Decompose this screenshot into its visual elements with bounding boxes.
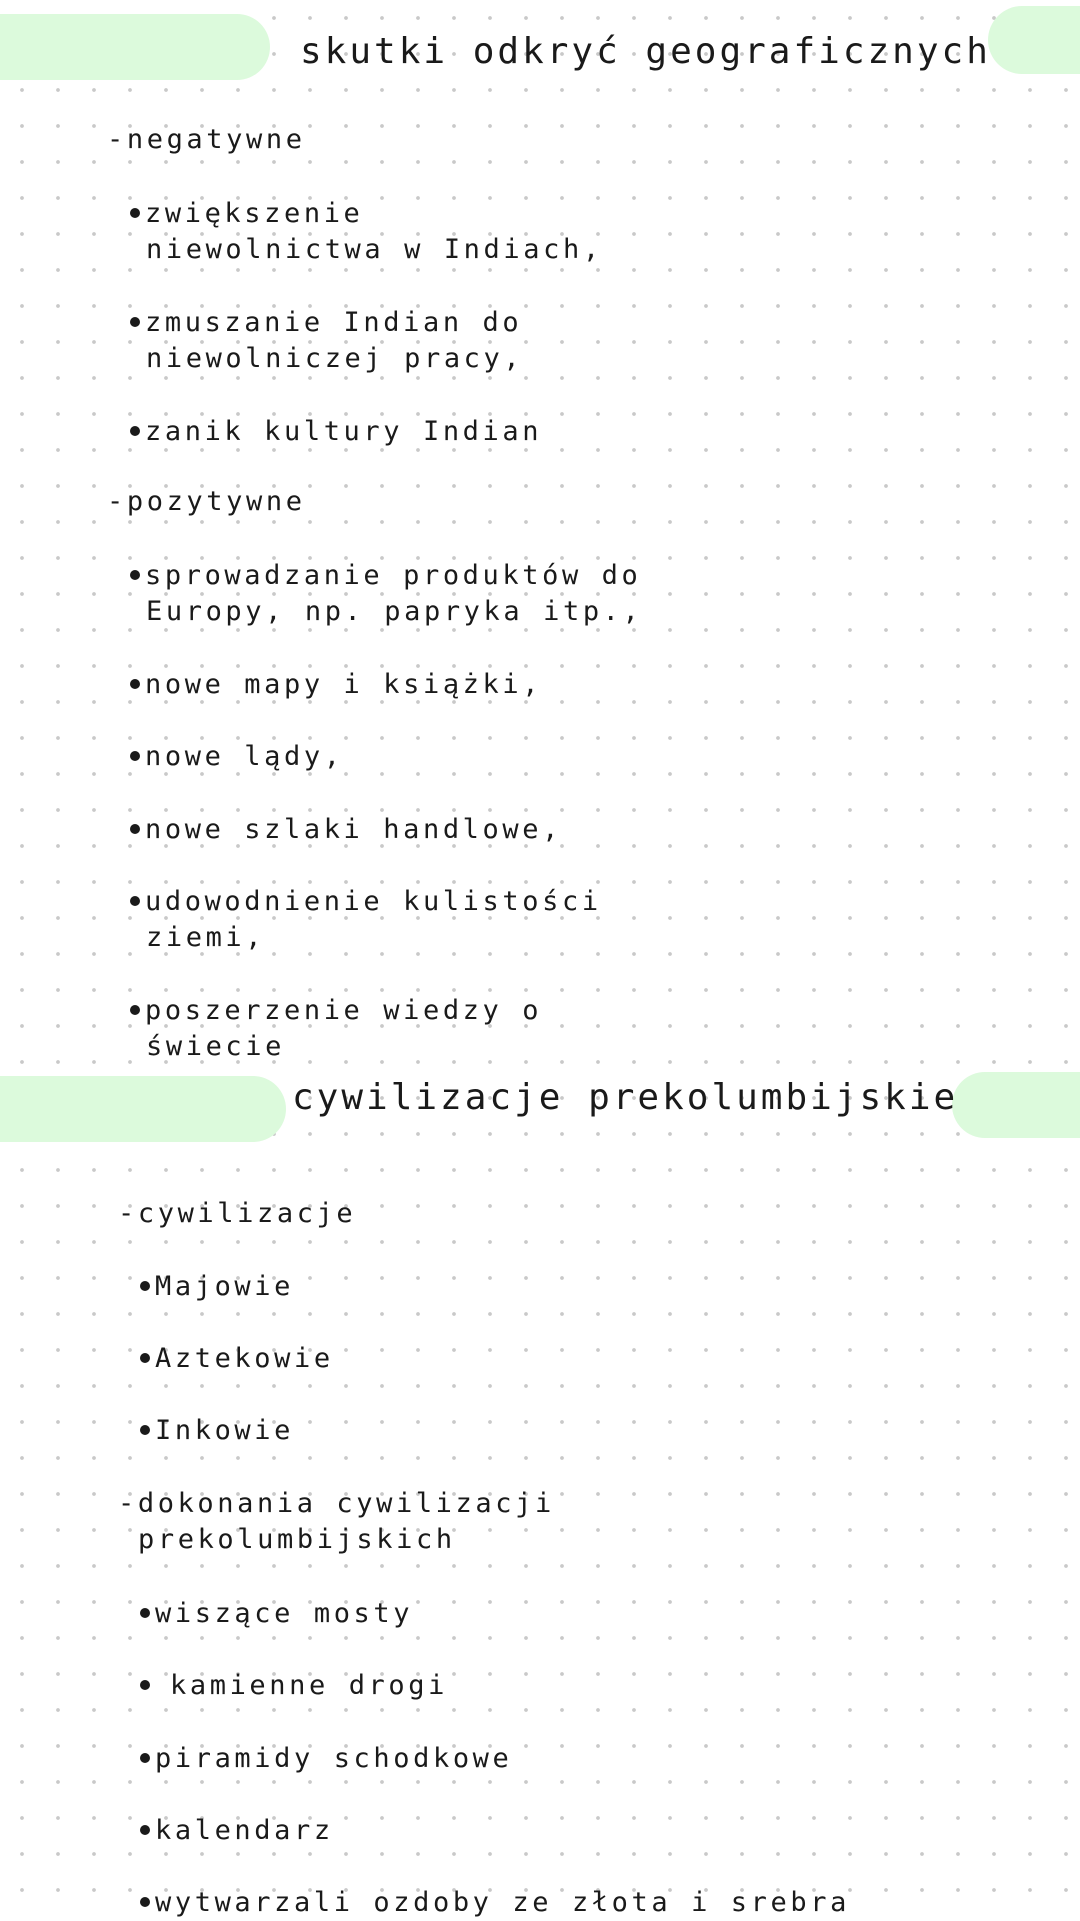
section-title-cywilizacje: cywilizacje prekolumbijskie bbox=[292, 1077, 959, 1118]
list-item: piramidy schodkowe bbox=[140, 1741, 512, 1777]
bullet-icon bbox=[130, 679, 140, 689]
title-highlight-right bbox=[952, 1072, 1080, 1138]
bullet-icon bbox=[140, 1897, 150, 1907]
bullet-icon bbox=[130, 317, 140, 327]
achievements-header: -dokonania cywilizacji bbox=[118, 1488, 555, 1519]
bullet-icon bbox=[130, 896, 140, 906]
list-item-continuation: świecie bbox=[146, 1031, 285, 1062]
positive-header: -pozytywne bbox=[107, 486, 306, 517]
list-item: poszerzenie wiedzy o bbox=[130, 993, 542, 1029]
bullet-icon bbox=[130, 426, 140, 436]
list-item: kalendarz bbox=[140, 1813, 334, 1849]
bullet-icon bbox=[130, 751, 140, 761]
bullet-icon bbox=[140, 1825, 150, 1835]
list-item: wytwarzali ozdoby ze złota i srebra bbox=[140, 1885, 850, 1921]
bullet-icon bbox=[140, 1353, 150, 1363]
list-item: zanik kultury Indian bbox=[130, 414, 542, 450]
civilizations-header: -cywilizacje bbox=[118, 1198, 357, 1229]
bullet-icon bbox=[130, 1005, 140, 1015]
list-item: sprowadzanie produktów do bbox=[130, 558, 641, 594]
title-highlight-left bbox=[0, 1076, 286, 1142]
bullet-icon bbox=[140, 1680, 150, 1690]
achievements-header-continuation: prekolumbijskich bbox=[138, 1524, 456, 1555]
list-item-continuation: Europy, np. papryka itp., bbox=[146, 596, 643, 627]
title-highlight-right bbox=[988, 6, 1080, 74]
list-item: nowe mapy i książki, bbox=[130, 667, 542, 703]
bullet-icon bbox=[140, 1425, 150, 1435]
list-item: nowe szlaki handlowe, bbox=[130, 812, 562, 848]
bullet-icon bbox=[140, 1608, 150, 1618]
list-item: Aztekowie bbox=[140, 1341, 334, 1377]
bullet-icon bbox=[140, 1281, 150, 1291]
list-item: kamienne drogi bbox=[140, 1668, 448, 1704]
bullet-icon bbox=[130, 570, 140, 580]
negative-header: -negatywne bbox=[107, 124, 306, 155]
list-item: Inkowie bbox=[140, 1413, 294, 1449]
list-item: udowodnienie kulistości bbox=[130, 884, 602, 920]
list-item-continuation: niewolniczej pracy, bbox=[146, 343, 524, 374]
list-item: nowe lądy, bbox=[130, 739, 344, 775]
bullet-icon bbox=[130, 824, 140, 834]
list-item-continuation: ziemi, bbox=[146, 922, 266, 953]
list-item: zmuszanie Indian do bbox=[130, 305, 522, 341]
section-title-skutki: skutki odkryć geograficznych bbox=[300, 31, 991, 72]
bullet-icon bbox=[140, 1753, 150, 1763]
title-highlight-left bbox=[0, 14, 270, 80]
list-item: zwiększenie bbox=[130, 196, 363, 232]
list-item: Majowie bbox=[140, 1269, 294, 1305]
list-item: wiszące mosty bbox=[140, 1596, 413, 1632]
list-item-continuation: niewolnictwa w Indiach, bbox=[146, 234, 603, 265]
bullet-icon bbox=[130, 208, 140, 218]
